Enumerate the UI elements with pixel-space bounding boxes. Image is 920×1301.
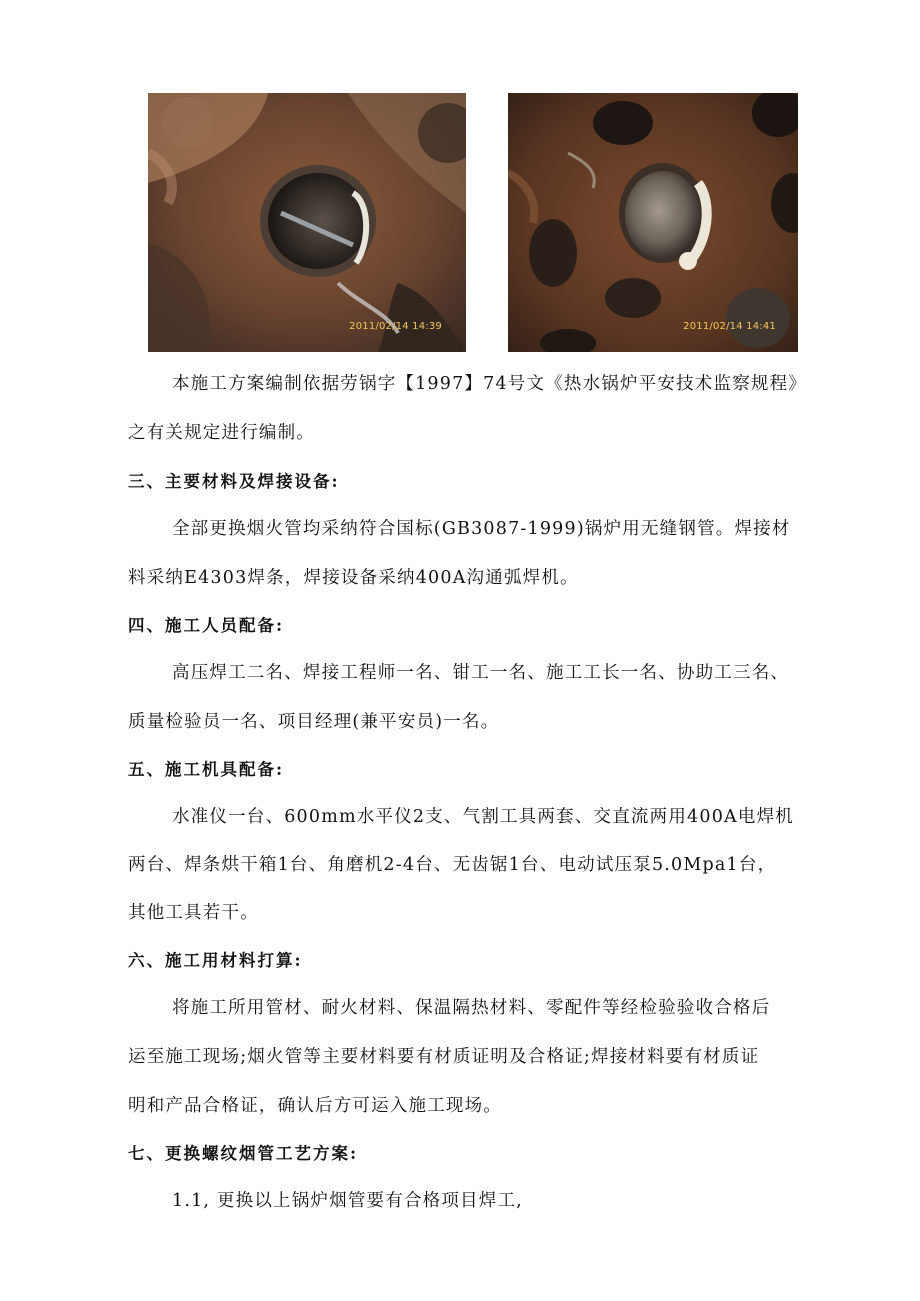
photo-timestamp: 2011/02/14 14:39 <box>349 321 442 332</box>
tube-sheet-image <box>508 93 798 352</box>
section-5-line-1: 水准仪一台、600mm水平仪2支、气割工具两套、交直流两用400A电焊机 <box>172 807 794 827</box>
section-7-step-1: 1.1, 更换以上锅炉烟管要有合格项目焊工, <box>172 1191 523 1211</box>
section-4-heading: 四、施工人员配备: <box>128 616 285 635</box>
section-4-line-2: 质量检验员一名、项目经理(兼平安员)一名。 <box>128 712 500 732</box>
section-5-line-3: 其他工具若干。 <box>128 903 259 923</box>
corroded-tube-image <box>148 93 466 352</box>
section-3-line-2: 料采纳E4303焊条，焊接设备采纳400A沟通弧焊机。 <box>128 568 579 588</box>
section-6-heading: 六、施工用材料打算: <box>128 951 303 970</box>
section-7-heading: 七、更换螺纹烟管工艺方案: <box>128 1144 359 1163</box>
basis-text-line-2: 之有关规定进行编制。 <box>128 423 315 443</box>
section-4-line-1: 高压焊工二名、焊接工程师一名、钳工一名、施工工长一名、协助工三名、 <box>172 663 790 683</box>
boiler-tube-photo-right <box>508 93 798 352</box>
section-5-heading: 五、施工机具配备: <box>128 760 285 779</box>
basis-text-line-1: 本施工方案编制依据劳锅字【1997】74号文《热水锅炉平安技术监察规程》 <box>172 374 808 394</box>
boiler-tube-photo-left <box>148 93 466 352</box>
section-6-line-2: 运至施工现场;烟火管等主要材料要有材质证明及合格证;焊接材料要有材质证 <box>128 1047 760 1067</box>
photo-timestamp: 2011/02/14 14:41 <box>683 321 776 332</box>
section-5-line-2: 两台、焊条烘干箱1台、角磨机2-4台、无齿锯1台、电动试压泵5.0Mpa1台， <box>128 855 777 875</box>
section-3-line-1: 全部更换烟火管均采纳符合国标(GB3087-1999)锅炉用无缝钢管。焊接材 <box>172 519 791 539</box>
section-6-line-1: 将施工所用管材、耐火材料、保温隔热材料、零配件等经检验验收合格后 <box>172 998 771 1018</box>
section-3-heading: 三、主要材料及焊接设备: <box>128 472 340 491</box>
section-6-line-3: 明和产品合格证，确认后方可运入施工现场。 <box>128 1096 502 1116</box>
